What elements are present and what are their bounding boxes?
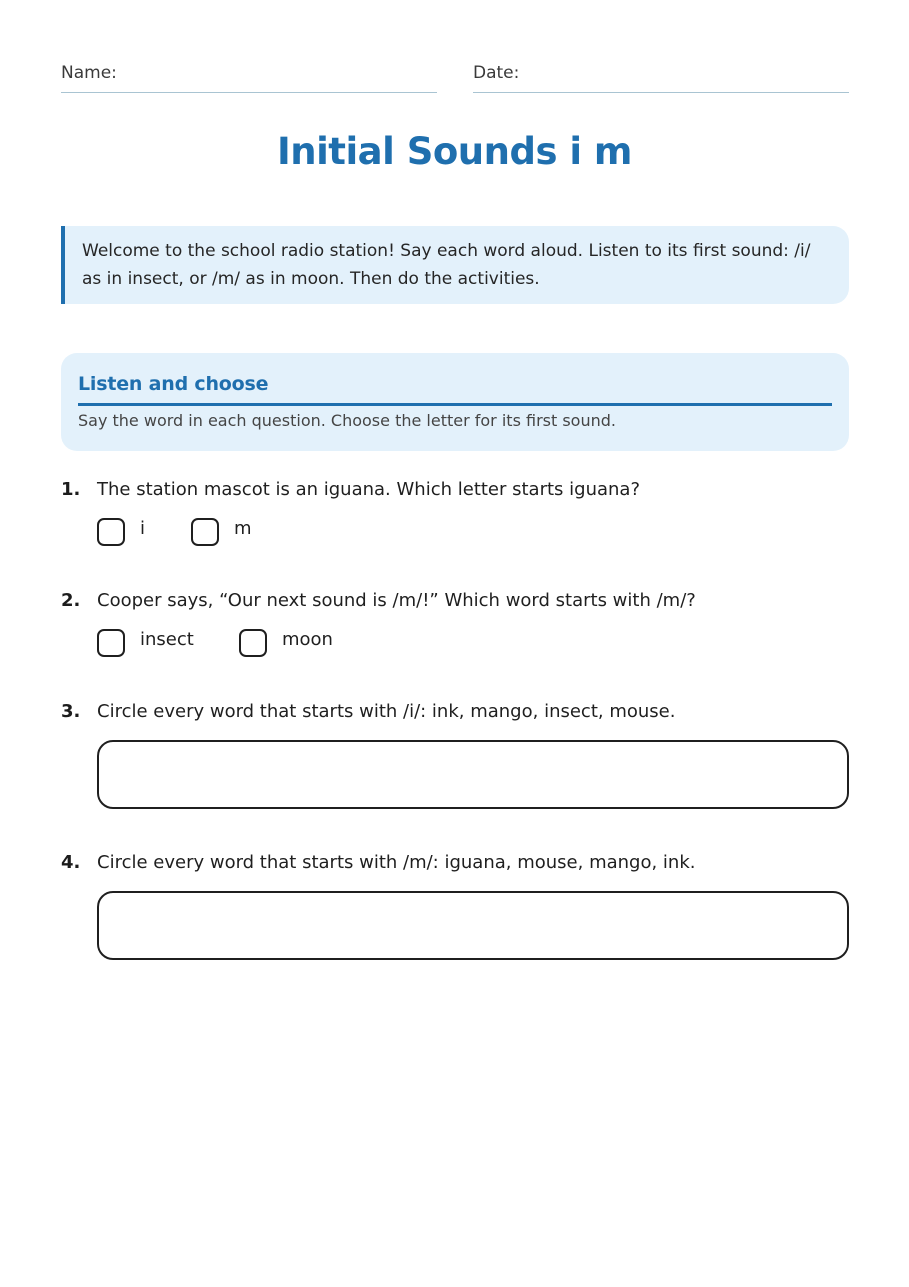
checkbox[interactable] xyxy=(97,518,125,546)
intro-text: Welcome to the school radio station! Say each word aloud. Listen to its first sound: /i/ as in insect, or /m/ as in moon. Then do the activities. xyxy=(82,241,811,289)
header-fields xyxy=(61,62,849,92)
option-label: i xyxy=(140,518,146,539)
question-text: Circle every word that starts with /m/: iguana, mouse, mango, ink. xyxy=(97,852,696,873)
checkbox[interactable] xyxy=(239,629,267,657)
option-label: m xyxy=(234,518,252,539)
answer-box[interactable] xyxy=(97,891,849,960)
name-field[interactable] xyxy=(61,62,437,93)
page-title: Initial Sounds i m xyxy=(277,130,632,173)
option-label: insect xyxy=(140,629,194,650)
intro-callout xyxy=(61,226,849,304)
question-text: Cooper says, “Our next sound is /m/!” Which word starts with /m/? xyxy=(97,590,696,611)
question-text: The station mascot is an iguana. Which letter starts iguana? xyxy=(97,479,641,500)
question-text: Circle every word that starts with /i/: ink, mango, insect, mouse. xyxy=(97,701,676,722)
question-number: 4. xyxy=(61,852,81,873)
name-label: Name: xyxy=(61,63,117,83)
checkbox[interactable] xyxy=(97,629,125,657)
date-field[interactable] xyxy=(473,62,849,93)
date-label: Date: xyxy=(473,63,520,83)
question-number: 2. xyxy=(61,590,81,611)
question-number: 3. xyxy=(61,701,81,722)
section-header xyxy=(61,353,849,451)
section-title: Listen and choose xyxy=(78,369,832,406)
question-number: 1. xyxy=(61,479,81,500)
answer-box[interactable] xyxy=(97,740,849,809)
section-subtitle: Say the word in each question. Choose the letter for its first sound. xyxy=(78,411,616,430)
option-label: moon xyxy=(282,629,333,650)
checkbox[interactable] xyxy=(191,518,219,546)
